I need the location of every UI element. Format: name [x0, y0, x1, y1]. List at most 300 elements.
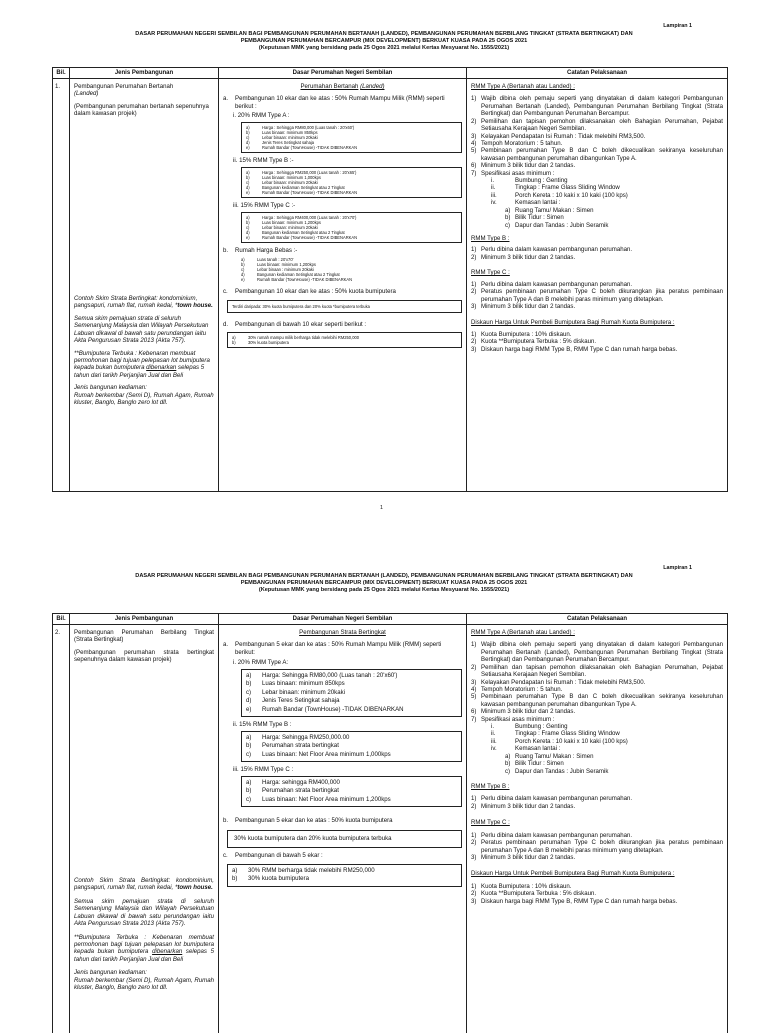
list-marker: b) [232, 875, 238, 883]
list-marker: a) [232, 335, 236, 341]
list-item [471, 679, 723, 686]
list-text: Kemasan lantai : [515, 745, 561, 753]
list-marker: 4) [471, 685, 477, 693]
list-item [491, 723, 723, 730]
list-item [471, 898, 723, 905]
list-marker: ii. [491, 184, 496, 192]
col-catatan: Catatan Pelaksanaan [566, 616, 628, 622]
list-text: Lebar binaan : minimum 20kaki [257, 266, 314, 272]
list-marker: d) [246, 697, 252, 705]
list-text: Bilik Tidur : Simen [515, 760, 564, 768]
list-marker: d) [246, 184, 250, 190]
list-marker: 3) [471, 678, 477, 686]
list-text: Dapur dan Tandas : Jubin Seramik [515, 221, 609, 229]
list-marker: 4) [471, 139, 477, 147]
list-text: Luas binaan: minimum 850kps [262, 680, 345, 688]
list-marker: c) [246, 179, 250, 185]
cell-catatan [467, 79, 727, 492]
policy-table-1 [52, 67, 728, 492]
list-item [246, 787, 457, 796]
dasar-heading: Pembangunan Strata Bertingkat [299, 629, 386, 636]
diskaun-list [471, 883, 723, 905]
list-item [471, 708, 723, 715]
list-item [505, 753, 723, 760]
jenis-bangunan-list: Rumah berkembar (Semi D), Rumah Agam, Rumah kluster, Banglo, Banglo zero lot dll. [74, 976, 214, 992]
jenis-notes [74, 877, 214, 991]
rmm-type-c-list [471, 281, 723, 311]
dasar-heading [223, 83, 462, 90]
list-item [471, 170, 723, 177]
list-text: 30% kuota bumiputera [248, 875, 309, 883]
dasar-a [223, 641, 462, 656]
list-text: Kuota **Bumiputera Terbuka : 5% diskaun. [481, 338, 597, 346]
rmm-type-a-heading: RMM Type A (Bertanah atau Landed) : [471, 83, 575, 90]
list-text: Kuota **Bumiputera Terbuka : 5% diskaun. [481, 890, 597, 898]
list-marker: 1) [471, 246, 477, 254]
header-line-2: PEMBANGUNAN PERUMAHAN BERCAMPUR (MIX DEVELOPMENT) BERKUAT KUASA PADA 25 OGOS 2021 [240, 37, 528, 44]
rmm-type-b-list [471, 246, 723, 261]
document-header [52, 31, 716, 52]
list-text: Kemasan lantai : [515, 199, 561, 207]
dasar-heading-italic: (Landed) [360, 83, 385, 90]
list-text: 30% kuota bumiputera [248, 340, 289, 346]
list-item [491, 192, 723, 199]
list-marker: 1) [471, 95, 477, 103]
list-marker: ii. [491, 730, 496, 738]
list-item [471, 854, 723, 861]
list-marker: b) [246, 680, 252, 688]
list-marker: a) [232, 866, 238, 874]
contoh-bold: town house. [177, 302, 213, 310]
list-marker: 1) [471, 641, 477, 649]
list-text: Kuota Bumiputera : 10% diskaun. [481, 882, 572, 890]
list-text: Tempoh Moratorium : 5 tahun. [481, 139, 563, 147]
list-item [246, 145, 457, 150]
rmm-type-a-list [471, 641, 723, 723]
list-item [471, 246, 723, 253]
list-text: Diskaun harga bagi RMM Type B, RMM Type C dan rumah harga bebas. [481, 897, 678, 905]
list-text: Jenis Teres Setingkat sahaja [262, 697, 340, 705]
list-marker: b) [246, 174, 250, 180]
list-marker: b) [246, 742, 252, 750]
dasar-d [223, 321, 462, 328]
list-marker: a) [246, 671, 252, 679]
type-a-label: i. 20% RMM Type A : [233, 112, 290, 120]
list-text: Luas tanah : 20'x70' [257, 256, 294, 262]
list-item [471, 832, 723, 839]
list-item [471, 716, 723, 723]
list-marker: e) [246, 235, 250, 241]
list-text: Lebar binaan: minimum 20kaki [262, 134, 318, 140]
list-text: Perumahan strata bertingkat [262, 787, 339, 795]
list-item [246, 779, 457, 788]
list-item [246, 680, 457, 689]
dasar-c-text: Pembangunan 10 ekar dan ke atas : 50% kuota bumiputera [235, 288, 396, 296]
jenis-bangunan-label: Jenis bangunan kediaman: [74, 384, 147, 392]
dasar-b-text: Pembangunan 5 ekar dan ke atas : 50% kuota bumiputera [235, 817, 393, 825]
rmm-type-a-heading: RMM Type A (Bertanah atau Landed) : [471, 629, 575, 636]
list-item [491, 730, 723, 737]
list-marker: 2) [471, 338, 477, 346]
list-text: Minimum 3 bilik tidur dan 2 tandas. [481, 708, 576, 716]
list-text: 30% rumah mampu milik berharga tidak melebihi RM250,000 [248, 335, 360, 341]
list-item [471, 133, 723, 140]
list-text: Perlu dibina dalam kawasan pembangunan perumahan. [481, 831, 633, 839]
dasar-c-marker: c. [223, 852, 228, 860]
list-item [241, 277, 462, 282]
list-marker: c) [246, 750, 252, 758]
dasar-b-marker: b. [223, 817, 229, 825]
list-text: Bilik Tidur : Simen [515, 214, 564, 222]
list-marker: a) [246, 733, 252, 741]
jenis-title [74, 83, 214, 98]
kuota-box: 30% kuota bumiputera dan 20% kuota bumiputera terbuka [227, 830, 462, 849]
list-text: Pembinaan perumahan Type B dan C boleh dikecualikan sekiranya keseluruhan kawasan pembangunan perumahan dibangunkan Type A. [481, 147, 723, 162]
list-text: Rumah Bandar (TownHouse) -TIDAK DIBENARKAN [262, 705, 404, 713]
list-marker: 1) [471, 882, 477, 890]
list-marker: c) [505, 221, 511, 229]
cell-jenis [70, 625, 219, 1033]
header-line-2: PEMBANGUNAN PERUMAHAN BERCAMPUR (MIX DEVELOPMENT) BERKUAT KUASA PADA 25 OGOS 2021 [240, 579, 528, 586]
list-marker: a) [505, 752, 511, 760]
list-marker: e) [241, 277, 245, 283]
dasar-d-text: Pembangunan di bawah 10 ekar seperti berikut : [235, 320, 367, 328]
list-marker: 3) [471, 132, 477, 140]
list-item [471, 803, 723, 810]
list-item [471, 147, 723, 162]
col-jenis: Jenis Pembangunan [70, 614, 219, 624]
jenis-bangunan-label: Jenis bangunan kediaman: [74, 969, 147, 977]
list-item [246, 796, 457, 805]
contoh-bold: town house. [177, 884, 213, 892]
dasar-a [223, 95, 462, 110]
bumi-text: **Bumiputera Terbuka : Kebenaran membuat permohonan bagi tujuan pelepasan lot bumiputera kepada bukan bumiputera [74, 933, 214, 956]
list-item [471, 140, 723, 147]
list-marker: iv. [491, 199, 497, 207]
list-text: Harga : Sehingga RM80,000 (Luas tanah : 20'x60') [262, 124, 355, 130]
list-text: Spesifikasi asas minimum : [481, 169, 555, 177]
list-text: Wajib dibina oleh pemaju seperti yang dinyatakan di dalam kategori Pembangunan Perumahan Bertanah (Landed), Pembangunan Perumahan Berbilang Tingkat (Strata Bertingkat) dan Pembangunan Perumahan Bercampur. [481, 641, 723, 664]
list-item [505, 222, 723, 229]
cell-catatan [467, 625, 727, 1033]
list-text: Porch Kereta : 10 kaki x 10 kaki (100 kps) [515, 737, 628, 745]
list-marker: 1) [471, 831, 477, 839]
contoh-skim: Contoh Skim Strata Bertingkat: kondominium, pangsapuri, rumah flat, rumah kedai, *town house. [74, 295, 213, 310]
list-text: Minimum 3 bilik tidur dan 2 tandas. [481, 802, 576, 810]
list-text: Minimum 3 bilik tidur dan 2 tandas. [481, 253, 576, 261]
list-marker: 3) [471, 853, 477, 861]
list-marker: a) [246, 778, 252, 786]
list-item [246, 689, 457, 698]
list-marker: d) [246, 229, 250, 235]
list-text: Perlu dibina dalam kawasan pembangunan perumahan. [481, 246, 633, 254]
jenis-title-text: Pembangunan Perumahan Bertanah [74, 83, 174, 90]
list-marker: 1) [471, 795, 477, 803]
type-c-box [241, 212, 462, 244]
bumiputera-terbuka-note [74, 350, 214, 380]
list-marker: d) [241, 271, 245, 277]
cell-bil: 1. [53, 79, 70, 492]
dasar-a-text: Pembangunan 5 ekar dan ke atas : 50% Rumah Mampu Milik (RMM) seperti berikut: [235, 641, 442, 656]
cell-bil: 2. [53, 625, 70, 1033]
type-b-label: ii. 15% RMM Type B :- [233, 157, 294, 165]
spec-list [471, 723, 723, 753]
list-text: Ruang Tamu/ Makan : Simen [515, 752, 594, 760]
list-text: Peratus pembinaan perumahan Type C boleh dikurangkan jika peratus pembinaan perumahan Type A dan B melebihi paras minimum yang ditetapkan. [481, 288, 723, 303]
list-text: Spesifikasi asas minimum : [481, 715, 555, 723]
list-item [471, 95, 723, 117]
list-marker: c) [241, 266, 245, 272]
type-b-label: ii. 15% RMM Type B : [233, 721, 292, 729]
page-number: 1 [380, 505, 383, 511]
list-item [505, 214, 723, 221]
list-text: Perumahan strata bertingkat [262, 742, 339, 750]
dasar-b [223, 817, 462, 824]
dasar-b [223, 247, 462, 254]
list-marker: 1) [471, 280, 477, 288]
list-marker: a) [246, 214, 250, 220]
spec-list [471, 177, 723, 207]
list-item [246, 190, 457, 195]
contoh-skim: Contoh Skim Strata Bertingkat: kondominium, pangsapuri, rumah flat, rumah kedai, *town house. [74, 877, 214, 892]
list-item [471, 890, 723, 897]
below-5-ekar-box [227, 864, 462, 887]
lantai-list [471, 207, 723, 229]
list-text: Bangunan kediaman Setingkat atau 2 Tingkat [262, 229, 345, 235]
list-text: Kelayakan Pendapatan Isi Rumah : Tidak melebihi RM3,500. [481, 132, 646, 140]
bumiputera-terbuka-note [74, 934, 214, 964]
list-marker: iii. [491, 737, 497, 745]
list-text: Harga: Sehingga RM250,000.00 [262, 733, 350, 741]
list-item [471, 686, 723, 693]
list-text: Diskaun harga bagi RMM Type B, RMM Type C dan rumah harga bebas. [481, 345, 678, 353]
list-text: Rumah Bandar (TownHouse) -TIDAK DIBENARKAN [262, 190, 358, 196]
list-text: Perlu dibina dalam kawasan pembangunan perumahan. [481, 280, 633, 288]
list-text: Dapur dan Tandas : Jubin Seramik [515, 767, 609, 775]
list-marker: i. [491, 723, 495, 731]
type-a-box [241, 122, 462, 154]
col-dasar: Dasar Perumahan Negeri Sembilan [219, 68, 467, 78]
jenis-title: Pembangunan Perumahan Berbilang Tingkat (Strata Bertingkat) [74, 629, 214, 644]
col-bil: Bil. [53, 68, 70, 78]
list-text: Tingkap : Frame Glass Sliding Window [515, 184, 620, 192]
list-text: Minimum 3 bilik tidur dan 2 tandas. [481, 162, 576, 170]
list-text: Porch Kereta : 10 kaki x 10 kaki (100 kps) [515, 191, 628, 199]
list-marker: c) [246, 224, 250, 230]
document-header [52, 573, 716, 594]
semua-skim: Semua skim pemajuan strata di seluruh Semenanjung Malaysia dan Wilayah Persekutuan Labuan dikawal di bawah satu perundangan iaitu Akta Pengurusan Strata 2013 (Akta 757). [74, 314, 209, 345]
list-text: Peratus pembinaan perumahan Type C boleh dikurangkan jika peratus pembinaan perumahan Type A dan B melebihi paras minimum yang ditetapkan. [481, 839, 723, 854]
jenis-notes [74, 295, 214, 406]
diskaun-heading: Diskaun Harga Untuk Pembeli Bumiputera Bagi Rumah Kuota Bumiputera : [471, 870, 675, 878]
dasar-b-marker: b. [223, 247, 229, 255]
list-text: Luas binaan: minimum 1,200kps [262, 219, 321, 225]
col-dasar: Dasar Perumahan Negeri Sembilan [219, 614, 467, 624]
list-marker: 1) [471, 330, 477, 338]
list-marker: 3) [471, 897, 477, 905]
list-marker: 2) [471, 288, 477, 296]
header-line-3: (Keputusan MMK yang bersidang pada 25 Ogos 2021 melalui Kertas Mesyuarat No. 1555/2021) [258, 44, 510, 51]
dasar-c-marker: c. [223, 288, 228, 296]
list-marker: b) [505, 760, 511, 768]
list-text: 30% RMM berharga tidak melebihi RM250,000 [248, 866, 375, 874]
list-item [491, 745, 723, 752]
list-marker: 7) [471, 169, 477, 177]
table-header [53, 614, 727, 625]
list-text: Harga: sehingga RM400,000 [262, 778, 340, 786]
bumi-text: **Bumiputera Terbuka : Kebenaran membuat permohonan bagi tujuan pelepasan lot bumiputera kepada bukan bumiputera [74, 349, 210, 372]
bumi-underline: dibenarkan [152, 948, 183, 956]
list-text: Bumbung : Genting [515, 723, 568, 731]
rmm-type-c-list [471, 832, 723, 862]
list-item [246, 672, 457, 681]
list-marker: a) [505, 206, 511, 214]
list-text: Pemilihan dan tapisan pemohon dilaksanakan oleh Bahagian Perumahan, Pejabat Setiausaha Kerajaan Negeri Sembilan. [481, 663, 723, 679]
bumi-end: selepas 5 tahun dari tarikh Perjanjian Jual dan Beli [74, 364, 205, 379]
list-marker: 7) [471, 715, 477, 723]
list-marker: a) [246, 169, 250, 175]
below-10-ekar-box [227, 332, 462, 348]
list-item [505, 760, 723, 767]
type-a-label: i. 20% RMM Type A: [233, 659, 289, 667]
list-item [505, 768, 723, 775]
jenis-sub: (Pembangunan perumahan bertanah sepenuhnya dalam kawasan projek) [74, 102, 209, 118]
list-marker: e) [246, 190, 250, 196]
diskaun-list [471, 331, 723, 353]
lampiran-label: Lampiran 1 [663, 23, 692, 29]
list-item [491, 184, 723, 191]
list-item [471, 346, 723, 353]
list-item [246, 742, 457, 751]
list-item [491, 738, 723, 745]
list-marker: e) [246, 705, 252, 713]
list-text: Wajib dibina oleh pemaju seperti yang dinyatakan di dalam kategori Pembangunan Perumahan Bertanah (Landed), Pembangunan Perumahan Berbilang Tingkat (Strata Bertingkat) dan Pembangunan Perumahan Bercampur. [481, 95, 723, 118]
list-item [471, 693, 723, 708]
rmm-type-c-heading: RMM Type C : [471, 819, 510, 827]
list-text: Bangunan kediaman Setingkat atau 2 Tingkat [262, 184, 345, 190]
list-item [246, 751, 457, 760]
list-marker: b) [246, 129, 250, 135]
list-marker: c) [505, 767, 511, 775]
cell-jenis [70, 79, 219, 492]
list-text: Rumah Bandar (TownHouse) -TIDAK DIBENARKAN [262, 145, 358, 151]
list-text: Lebar binaan: minimum 20kaki [262, 224, 318, 230]
list-item [471, 795, 723, 802]
list-item [471, 338, 723, 345]
jenis-title-italic: (Landed) [74, 90, 99, 98]
table-row [53, 625, 727, 1033]
list-text: Harga : Sehingga RM250,000 (Luas tanah : 20'x65') [262, 169, 357, 175]
list-text: Tempoh Moratorium : 5 tahun. [481, 685, 563, 693]
list-text: Pembinaan perumahan Type B dan C boleh dikecualikan sekiranya keseluruhan kawasan pembangunan perumahan dibangunkan Type A. [481, 693, 723, 708]
dasar-a-marker: a. [223, 641, 229, 649]
list-item [471, 162, 723, 169]
list-marker: iv. [491, 745, 497, 753]
contoh-text: Contoh Skim Strata Bertingkat: kondominium, pangsapuri, rumah flat, rumah kedai, [74, 877, 214, 892]
list-marker: a) [241, 256, 245, 262]
list-marker: a) [246, 124, 250, 130]
list-text: Rumah Bandar (TownHouse) -TIDAK DIBENARKAN [257, 277, 353, 283]
contoh-text: Contoh Skim Strata Bertingkat: kondominium, pangsapuri, rumah flat, rumah kedai, [74, 295, 198, 310]
dasar-heading-text: Perumahan Bertanah [300, 83, 359, 90]
list-item [471, 839, 723, 854]
dasar-a-text: Pembangunan 10 ekar dan ke atas : 50% Rumah Mampu Milik (RMM) seperti berikut : [235, 95, 445, 110]
cell-dasar [219, 625, 467, 1033]
list-marker: c) [246, 134, 250, 140]
list-item [471, 288, 723, 303]
col-catatan: Catatan Pelaksanaan [566, 70, 628, 76]
col-bil: Bil. [53, 614, 70, 624]
rmm-type-b-list [471, 795, 723, 810]
list-text: Luas binaan: minimum 850kps [262, 129, 318, 135]
dasar-c [223, 852, 462, 859]
list-item [246, 235, 457, 240]
dasar-b-text: Rumah Harga Bebas :- [235, 247, 298, 255]
type-c-label: iii. 15% RMM Type C :- [233, 202, 296, 210]
kuota-box: Terdiri daripada: 30% kuota bumiputera dan 20% kuota *bumiputera terbuka [227, 300, 462, 313]
list-marker: iii. [491, 191, 497, 199]
list-item [471, 883, 723, 890]
list-text: Luas binaan: minimum 1,200kps [257, 261, 316, 267]
list-marker: b) [246, 787, 252, 795]
dasar-c-text: Pembangunan di bawah 5 ekar : [235, 852, 323, 860]
list-item [471, 664, 723, 679]
rmm-type-a-list [471, 95, 723, 177]
list-marker: b) [232, 340, 236, 346]
list-item [471, 254, 723, 261]
list-marker: i. [491, 177, 495, 185]
list-marker: b) [246, 219, 250, 225]
list-text: Kelayakan Pendapatan Isi Rumah : Tidak melebihi RM3,500. [481, 678, 646, 686]
list-text: Jenis Teres Setingkat sahaja [262, 140, 315, 146]
list-marker: b) [241, 261, 245, 267]
list-marker: 5) [471, 147, 477, 155]
type-a-box [241, 669, 462, 718]
list-item [491, 199, 723, 206]
list-text: Lebar binaan: minimum 20kaki [262, 179, 318, 185]
col-jenis: Jenis Pembangunan [70, 68, 219, 78]
list-marker: 2) [471, 253, 477, 261]
list-text: Tingkap : Frame Glass Sliding Window [515, 730, 620, 738]
dasar-d-marker: d. [223, 320, 229, 328]
list-item [471, 331, 723, 338]
diskaun-heading: Diskaun Harga Untuk Pembeli Bumiputera Bagi Rumah Kuota Bumiputera : [471, 319, 675, 327]
list-item [491, 177, 723, 184]
list-marker: 2) [471, 839, 477, 847]
list-item [471, 118, 723, 133]
list-marker: 2) [471, 802, 477, 810]
bumi-end: selepas 5 tahun dari tarikh Perjanjian Jual dan Beli [74, 948, 214, 963]
list-item [471, 281, 723, 288]
list-text: Bangunan kediaman Setingkat atau 2 Tingkat [257, 271, 340, 277]
header-line-3: (Keputusan MMK yang bersidang pada 25 Ogos 2021 melalui Kertas Mesyuarat No. 1555/2021) [258, 586, 510, 593]
bumi-underline: dibenarkan [146, 364, 177, 372]
list-text: Luas binaan: minimum 1,000kps [262, 174, 321, 180]
list-marker: 2) [471, 663, 477, 671]
list-text: Rumah Bandar (TownHouse) -TIDAK DIBENARKAN [262, 235, 358, 241]
rmm-type-c-heading: RMM Type C : [471, 269, 510, 277]
list-marker: d) [246, 140, 250, 146]
list-text: Ruang Tamu/ Makan : Simen [515, 206, 594, 214]
list-text: Luas binaan: Net Floor Area minimum 1,000kps [262, 750, 391, 758]
list-text: Minimum 3 bilik tidur dan 2 tandas. [481, 853, 576, 861]
list-text: Harga: Sehingga RM80,000 (Luas tanah : 20'x60') [262, 671, 398, 679]
list-item [471, 641, 723, 663]
header-line-1: DASAR PERUMAHAN NEGERI SEMBILAN BAGI PEMBANGUNAN PERUMAHAN BERTANAH (LANDED), PEMBANGUNAN PERUMAHAN BERBILANG TINGKAT (STRATA BERTINGKAT) DAN [135, 573, 633, 579]
cell-dasar [219, 79, 467, 492]
list-marker: 6) [471, 708, 477, 716]
list-marker: e) [246, 145, 250, 151]
